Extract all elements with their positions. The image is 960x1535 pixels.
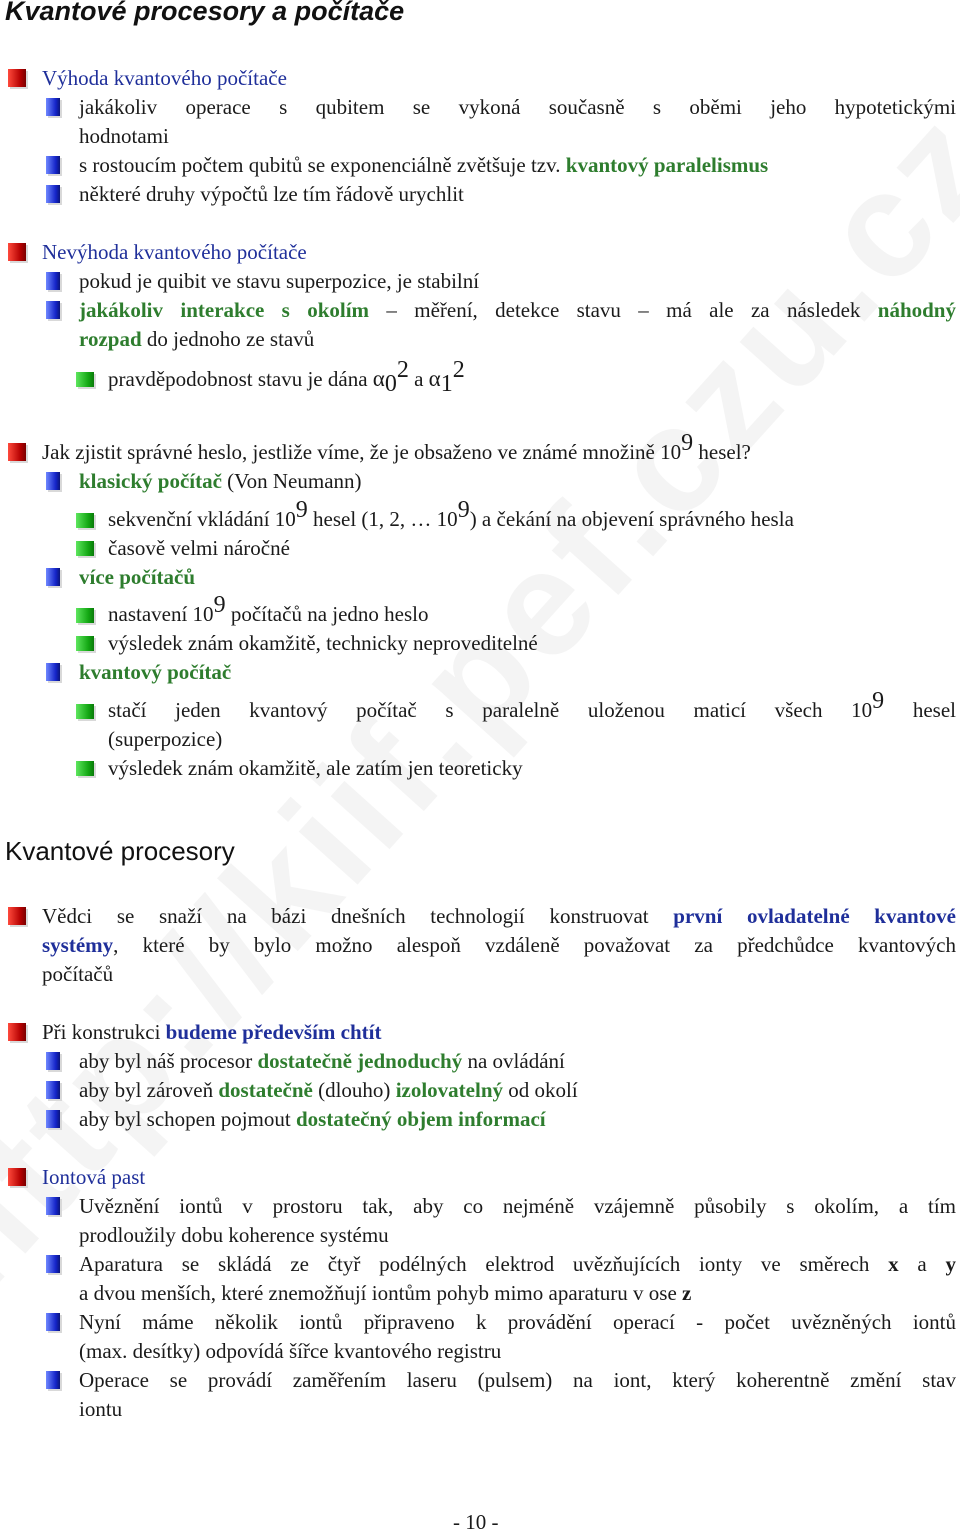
classic-step-1: sekvenční vkládání 109 hesel (1, 2, … 109) a čekání na objevení správného hesla [108,497,794,531]
blue-bullet-icon [46,156,60,174]
disadvantage-item-1: pokud je quibit ve stavu superpozice, je stabilní [79,269,480,293]
iontrap-item-4-cont: iontu [79,1397,123,1421]
iontrap-item-3-cont: (max. desítky) odpovídá šířce kvantového registru [79,1339,502,1363]
quantum-step-2: výsledek znám okamžitě, ale zatím jen teoreticky [108,756,523,780]
green-bullet-icon [76,761,94,776]
green-bullet-icon [76,608,94,623]
iontrap-item-2-cont: a dvou menších, které znemožňují iontům pohyb mimo aparaturu v ose z [79,1281,692,1305]
blue-bullet-icon [46,185,60,203]
blue-bullet-icon [46,663,60,681]
more-computers: více počítačů [79,565,196,589]
construction-heading: Při konstrukci budeme především chtít [42,1020,382,1044]
construction-item-2: aby byl zároveň dostatečně (dlouho) izolovatelný od okolí [79,1078,578,1102]
red-bullet-icon [8,1168,26,1186]
blue-bullet-icon [46,1197,60,1215]
iontrap-item-4: Operace se provádí zaměřením laseru (pulsem) na iont, který koherentně změní stav [79,1368,956,1392]
green-bullet-icon [76,541,94,556]
blue-bullet-icon [46,1313,60,1331]
advantage-item-1-cont: hodnotami [79,124,169,148]
iontrap-item-3: Nyní máme několik iontů připraveno k provádění operací - počet uvězněných iontů [79,1310,956,1334]
blue-bullet-icon [46,301,60,319]
disadvantage-item-2: jakákoliv interakce s okolím – měření, detekce stavu – má ale za následek náhodný [79,298,956,322]
advantage-item-3: některé druhy výpočtů lze tím řádově urychlit [79,182,464,206]
construction-item-1: aby byl náš procesor dostatečně jednoduchý na ovládání [79,1049,565,1073]
scientists-line-1: Vědci se snaží na bázi dnešních technologií konstruovat první ovladatelné kvantové [42,904,956,928]
blue-bullet-icon [46,1371,60,1389]
iontrap-item-2: Aparatura se skládá ze čtyř podélných elektrod uvězňujících ionty ve směrech x a y [79,1252,956,1276]
advantage-item-2: s rostoucím počtem qubitů se exponenciálně zvětšuje tzv. kvantový paralelismus [79,153,769,177]
page-number: - 10 - [453,1510,499,1534]
disadvantage-item-2-cont: rozpad do jednoho ze stavů [79,327,315,351]
construction-item-3: aby byl schopen pojmout dostatečný objem informací [79,1107,546,1131]
quantum-step-1-cont: (superpozice) [108,727,223,751]
scientists-line-3: počítačů [42,962,114,986]
iontrap-item-1-cont: prodloužily dobu koherence systému [79,1223,389,1247]
classic-step-2: časově velmi náročné [108,536,290,560]
section-title: Kvantové procesory [5,836,235,866]
red-bullet-icon [8,69,26,87]
quantum-computer: kvantový počítač [79,660,232,684]
page-title: Kvantové procesory a počítače [5,0,405,26]
disadvantage-heading: Nevýhoda kvantového počítače [42,240,307,264]
scientists-line-2: systémy, které by bylo možno alespoň vzdáleně považovat za předchůdce kvantových [42,933,956,957]
red-bullet-icon [8,443,26,461]
classic-computer: klasický počítač (Von Neumann) [79,469,362,493]
probability-line: pravděpodobnost stavu je dána α02 a α12 [108,357,465,397]
blue-bullet-icon [46,568,60,586]
red-bullet-icon [8,907,26,925]
advantage-item-1: jakákoliv operace s qubitem se vykoná současně s oběmi jeho hypotetickými [79,95,956,119]
blue-bullet-icon [46,1052,60,1070]
green-bullet-icon [76,636,94,651]
green-bullet-icon [76,372,94,387]
green-bullet-icon [76,513,94,528]
blue-bullet-icon [46,1081,60,1099]
iontrap-item-1: Uvěznění iontů v prostoru tak, aby co nejméně vzájemně působily s okolím, a tím [79,1194,956,1218]
more-step-2: výsledek znám okamžitě, technicky neproveditelné [108,631,538,655]
red-bullet-icon [8,1023,26,1041]
blue-bullet-icon [46,1110,60,1128]
blue-bullet-icon [46,472,60,490]
blue-bullet-icon [46,98,60,116]
blue-bullet-icon [46,1255,60,1273]
iontrap-heading: Iontová past [42,1165,146,1189]
quantum-step-1: stačí jeden kvantový počítač s paralelně uloženou maticí všech 109 hesel [108,688,956,722]
advantage-heading: Výhoda kvantového počítače [42,66,287,90]
green-bullet-icon [76,704,94,719]
red-bullet-icon [8,243,26,261]
more-step-1: nastavení 109 počítačů na jedno heslo [108,592,429,626]
password-question: Jak zjistit správné heslo, jestliže víme, že je obsaženo ve známé množině 109 hesel? [42,430,751,464]
blue-bullet-icon [46,272,60,290]
